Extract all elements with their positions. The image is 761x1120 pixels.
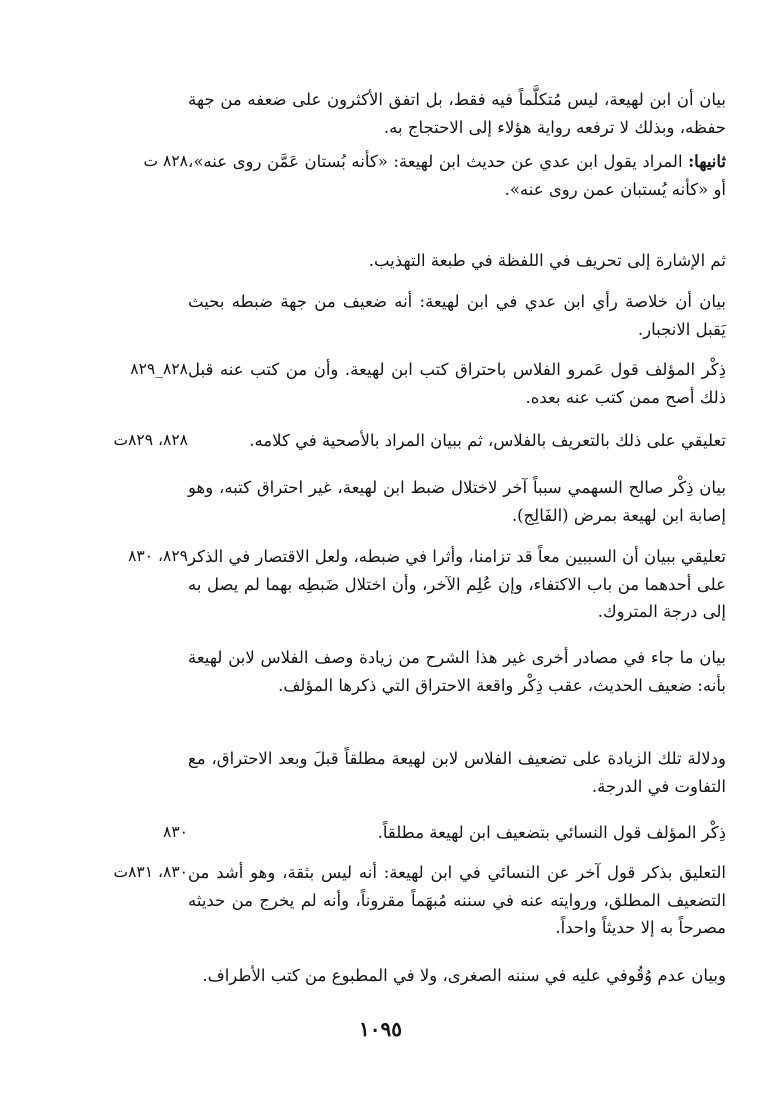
entry-1-label: ثانيها:	[688, 152, 727, 171]
entry-12-text: وبيان عدم وُقُوفي عليه في سننه الصغرى، ولا في المطبوع من كتب الأطراف.	[202, 966, 726, 985]
entry-10-text: ذِكْر المؤلف قول النسائي بتضعيف ابن لهيعة مطلقاً.	[377, 823, 726, 842]
entry-10-pages: ٨٣٠	[163, 823, 188, 841]
entry-4-text: ذِكْر المؤلف قول عَمرو الفلاس باحتراق كتب ابن لهيعة. وأن من كتب عنه قبل ذلك أصح ممن كتب عنه بعده.	[188, 360, 726, 407]
page-number: ١٠٩٥	[359, 1017, 402, 1041]
entry-0-text: بيان أن ابن لهيعة، ليس مُتكلَّماً فيه فقط، بل اتفق الأكثرون على ضعفه من جهة حفظه، وبذلك لا ترفعه رواية هؤلاء إلى الاحتجاج به.	[188, 90, 726, 137]
entry-11-pages: ٨٣٠، ٨٣١ت	[113, 863, 188, 881]
entry-7-pages: ٨٢٩، ٨٣٠	[128, 547, 188, 565]
entry-2-text: ثم الإشارة إلى تحريف في اللفظة في طبعة التهذيب.	[368, 251, 726, 270]
entry-4-pages: ٨٢٨_٨٢٩	[130, 360, 188, 378]
entry-1-body: المراد يقول ابن عدي عن حديث ابن لهيعة: «كأنه بُستان عَمَّن روى عنه»، أو «كأنه يُستبان عمن روى عنه».	[188, 152, 726, 199]
entry-5-pages: ٨٢٨، ٨٢٩ت	[113, 431, 188, 449]
entry-8-text: بيان ما جاء في مصادر أخرى غير هذا الشرح من زيادة وصف الفلاس لابن لهيعة بأنه: ضعيف الحديث، عقب ذِكْر واقعة الاحتراق التي ذكرها المؤلف.	[188, 648, 726, 695]
entry-6-text: بيان ذِكْر صالح السهمي سبباً آخر لاختلال ضبط ابن لهيعة، غير احتراق كتبه، وهو إصابة ابن لهيعة بمرض (الفَالِج).	[188, 478, 726, 525]
entry-1-pages: ٨٢٨ ت	[143, 152, 188, 170]
entry-7-text: تعليقي ببيان أن السببين معاً قد تزامنا، وأثرا في ضبطه، ولعل الاقتصار في الذكر على أحدهما من باب الاكتفاء، وإن عُلِم الآخر، وأن اختلال ضَبطِه بهما لم يصل به إلى درجة المتروك.	[188, 547, 726, 621]
entry-9-text: ودلالة تلك الزيادة على تضعيف الفلاس لابن لهيعة مطلقاً قبلَ وبعد الاحتراق، مع التفاوت في الدرجة.	[188, 749, 726, 796]
entry-5-text: تعليقي على ذلك بالتعريف بالفلاس، ثم ببيان المراد بالأصحية في كلامه.	[249, 431, 726, 450]
entry-3-text: بيان أن خلاصة رأي ابن عدي في ابن لهيعة: أنه ضعيف من جهة ضبطه بحيث يَقبل الانجبار.	[188, 292, 726, 339]
entry-11-text: التعليق بذكر قول آخر عن النسائي في ابن لهيعة: أنه ليس بثقة، وهو أشد من التضعيف المطلق، وروايته عنه في سننه مُبهَماً مقروناً، وأنه لم يخرج من حديثه مصرحاً به إلا حديثاً واحداً.	[188, 863, 726, 937]
entry-1-text	[188, 148, 726, 203]
